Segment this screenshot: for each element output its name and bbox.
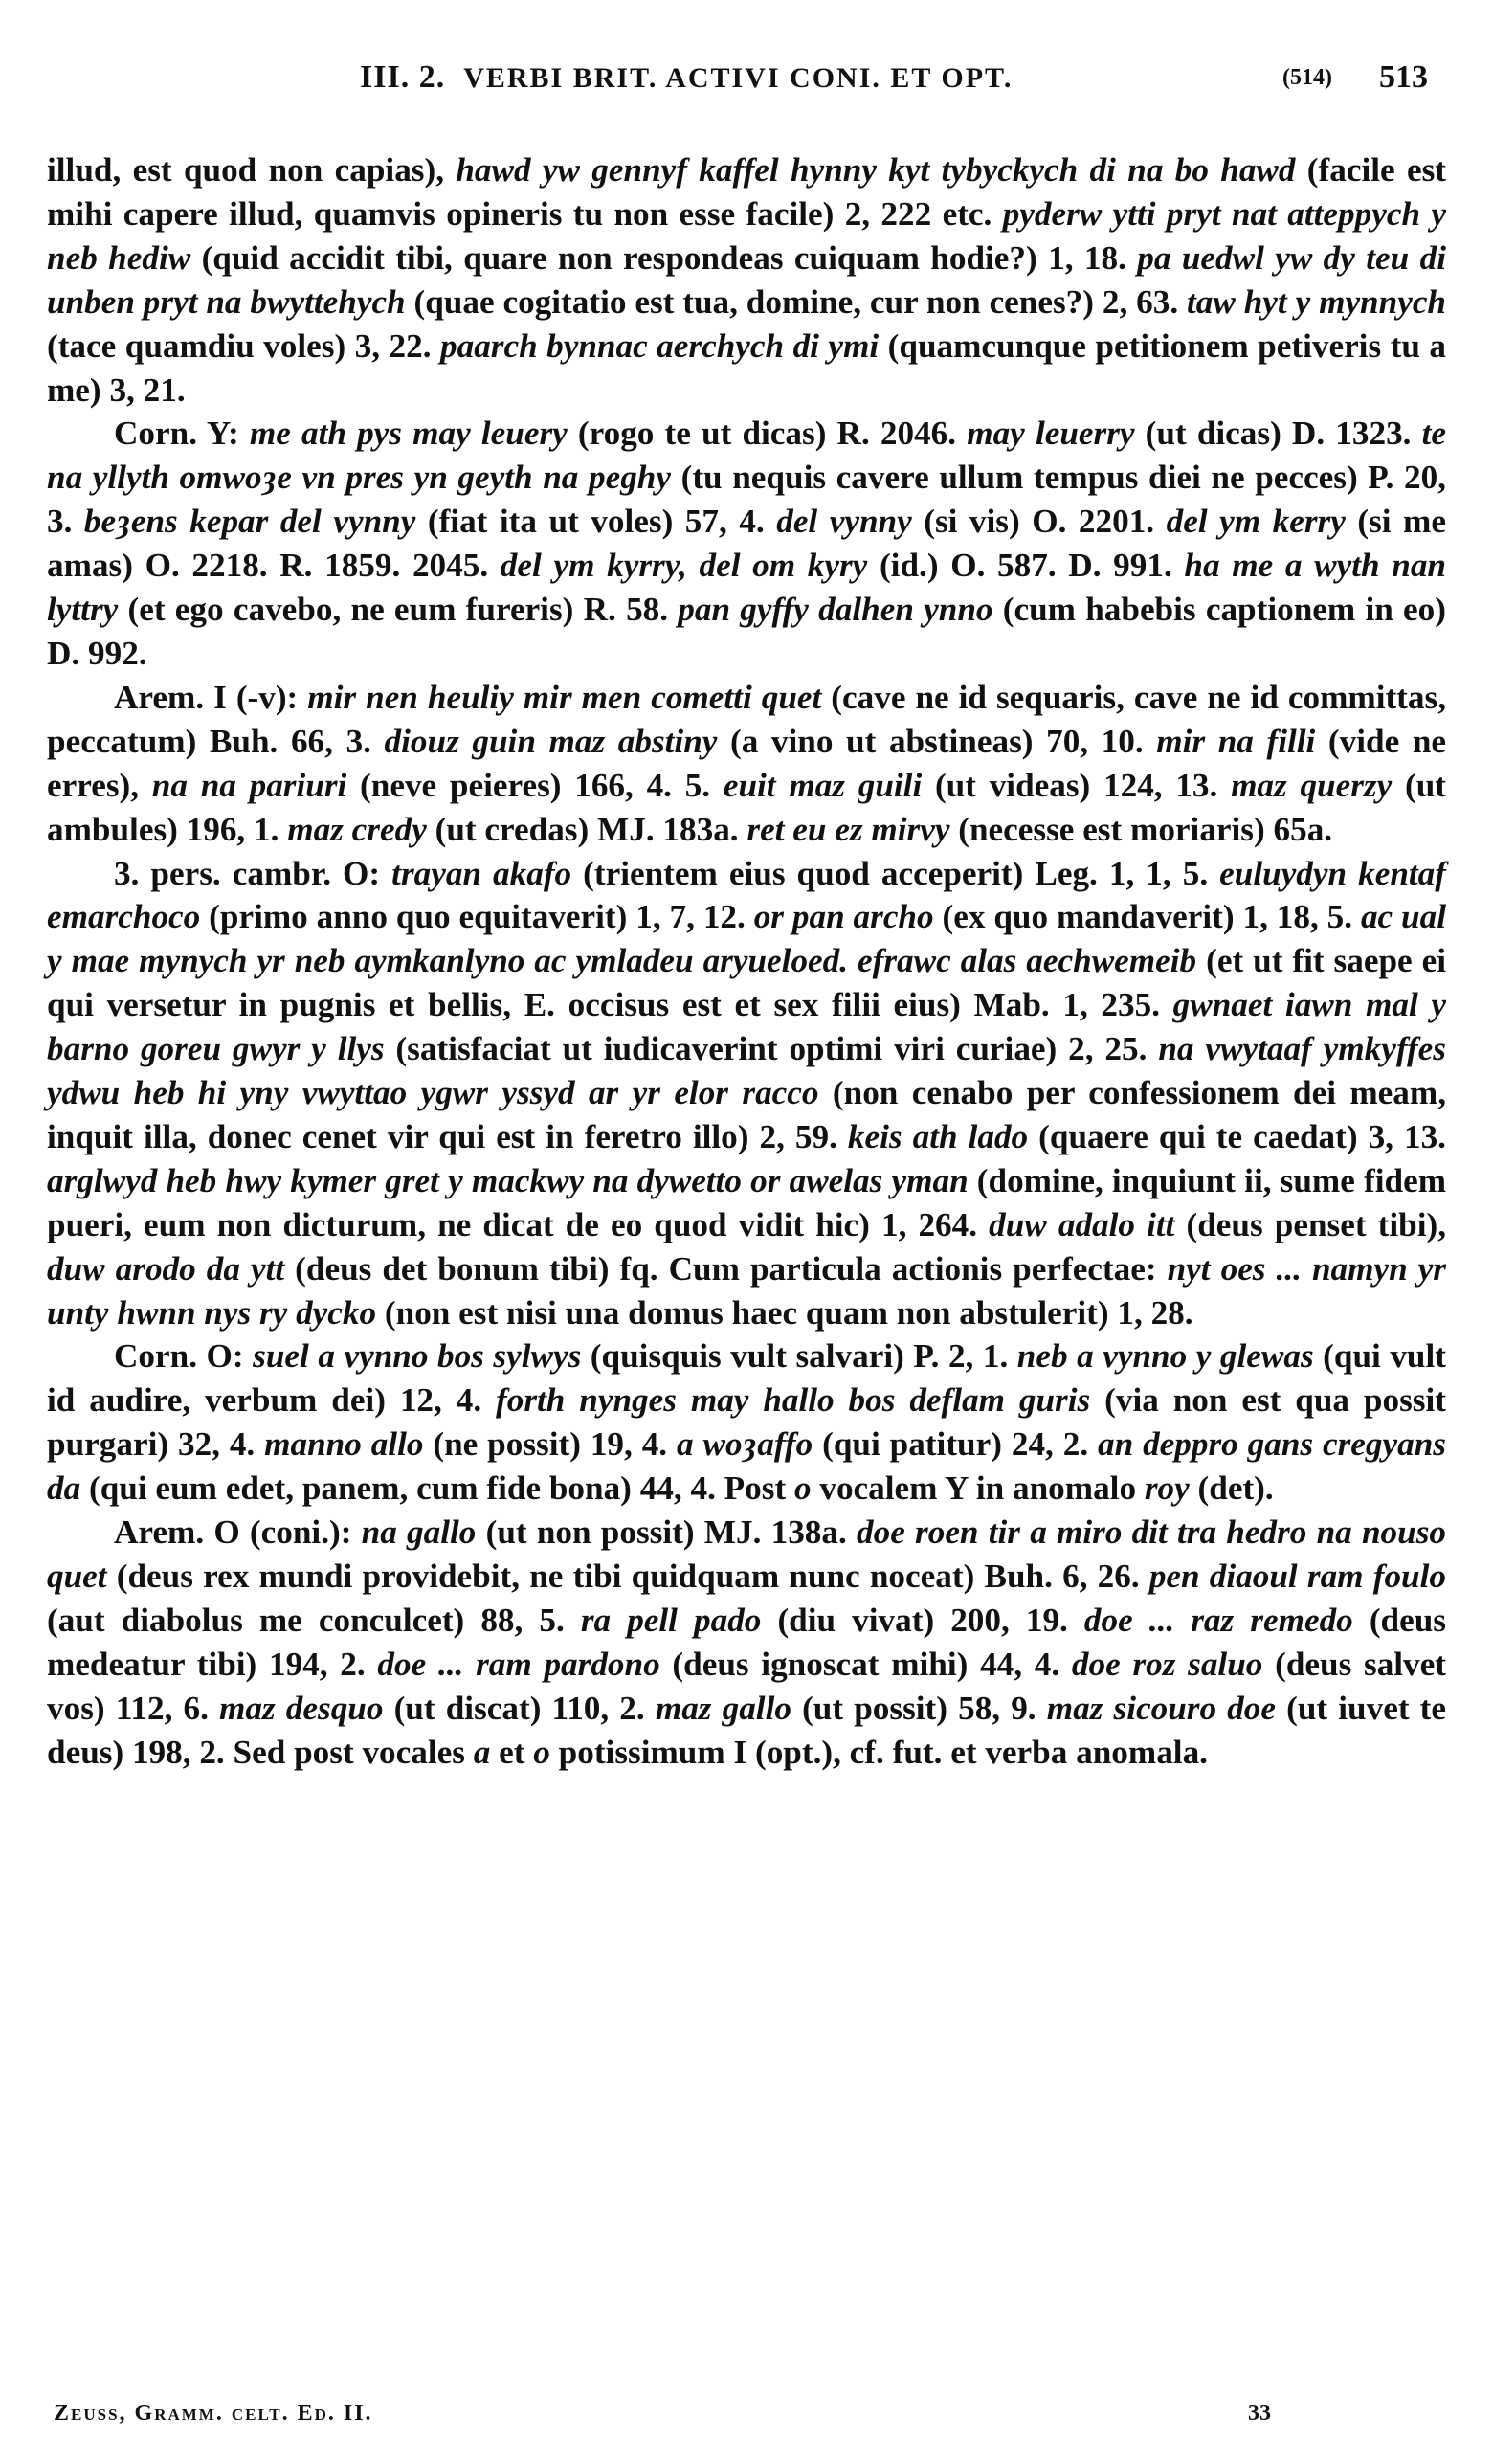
latin-text: (deus det bonum tibi) fq. Cum particula actionis perfectae:: [284, 1249, 1168, 1288]
latin-text: vocalem Y in anomalo: [811, 1469, 1145, 1508]
celtic-example: manno allo: [264, 1425, 424, 1464]
latin-text: (ne possit) 19, 4.: [423, 1425, 677, 1464]
latin-text: Corn. Y:: [114, 414, 250, 453]
header-bracket-page: (514): [1282, 65, 1332, 90]
latin-text: (qui vult id audire, verbum dei) 12, 4.: [47, 1337, 1446, 1420]
celtic-example: na gallo: [361, 1513, 477, 1552]
latin-text: (et ut fit saepe ei qui versetur in pugnis et bellis, E. occisus est et sex filii eius) Mab. 1, 235.: [47, 942, 1446, 1024]
latin-text: (satisfaciat ut iudicaverint optimi viri curiae) 2, 25.: [384, 1030, 1159, 1068]
celtic-example: duw adalo itt: [989, 1205, 1175, 1243]
running-header: [54, 59, 1441, 113]
celtic-example: hawd yw gennyf kaffel hynny kyt tybyckych di na bo hawd: [456, 151, 1296, 189]
celtic-example: te na yllyth omwoȝe vn pres yn geyth na peghy: [47, 414, 1447, 497]
celtic-example: del vynny: [776, 503, 912, 541]
celtic-example: forth nynges may hallo bos deflam guris: [496, 1381, 1091, 1420]
latin-text: (via non est qua possit purgari) 32, 4.: [47, 1381, 1446, 1464]
celtic-example: doe roen tir a miro dit tra hedro na nouso quet: [47, 1513, 1447, 1595]
celtic-example: an deppro gans cregyans da: [47, 1425, 1446, 1508]
latin-text: (vide ne erres),: [47, 722, 1447, 804]
latin-text: (ex quo mandaverit) 1, 18, 5.: [933, 898, 1361, 936]
latin-text: (neve peieres) 166, 4. 5.: [346, 766, 724, 804]
latin-text: (ut iuvet te deus) 198, 2. Sed post vocales: [47, 1689, 1446, 1771]
latin-text: (facile est mihi capere illud, quamvis opineris tu non esse facile) 2, 222 etc.: [47, 151, 1446, 233]
latin-text: (cum habebis captionem in eo) D. 992.: [47, 591, 1446, 672]
latin-text: (domine, inquiunt ii, sume fidem pueri, eum non dicturum, ne dicat de eo quod vidit hic) 1, 264.: [47, 1161, 1446, 1243]
celtic-example: euluydyn kentaf emarchoco: [47, 854, 1446, 936]
latin-text: (diu vivat) 200, 19.: [761, 1601, 1084, 1639]
celtic-example: pyderw ytti pryt nat atteppych y neb hediw: [47, 194, 1446, 277]
celtic-example: nyt oes ... namyn yr unty hwnn nys ry dycko: [47, 1249, 1447, 1332]
latin-text: (quisquis vult salvari) P. 2, 1.: [581, 1337, 1017, 1376]
latin-text: (cave ne id sequaris, cave ne id committas, peccatum) Buh. 66, 3.: [47, 678, 1446, 760]
latin-text: illud, est quod non capias),: [47, 151, 457, 189]
latin-text: (deus medeatur tibi) 194, 2.: [47, 1601, 1446, 1683]
celtic-example: ha me a wyth nan lyttry: [47, 547, 1446, 629]
celtic-example: a woȝaffo: [676, 1425, 813, 1464]
latin-text: (deus rex mundi providebit, ne tibi quidquam nunc noceat) Buh. 6, 26.: [106, 1557, 1149, 1595]
celtic-example: roy: [1144, 1469, 1190, 1508]
celtic-example: ac ual y mae mynych yr neb aymkanlyno ac ymladeu aryueloed. efrawc alas aechwemeib: [47, 898, 1446, 980]
paragraph: [47, 148, 1446, 412]
latin-text: (quamcunque petitionem petiveris tu a me) 3, 21.: [47, 326, 1446, 409]
celtic-example: maz querzy: [1231, 766, 1393, 804]
celtic-example: may leuerry: [967, 414, 1135, 453]
celtic-example: mir nen heuliy mir men cometti quet: [307, 678, 822, 716]
celtic-example: maz gallo: [655, 1689, 791, 1727]
paragraph: [47, 676, 1446, 852]
celtic-example: o: [793, 1469, 812, 1508]
celtic-example: na vwytaaf ymkyffes ydwu heb hi yny vwyttao ygwr yssyd ar yr elor racco: [47, 1030, 1446, 1112]
celtic-example: beȝens kepar del vynny: [83, 503, 416, 541]
celtic-example: arglwyd heb hwy kymer gret y mackwy na dywetto or awelas yman: [47, 1161, 969, 1199]
celtic-example: maz sicouro doe: [1046, 1689, 1276, 1727]
celtic-example: neb a vynno y glewas: [1016, 1337, 1314, 1376]
celtic-example: euit maz guili: [723, 766, 923, 804]
celtic-example: maz credy: [287, 810, 427, 848]
celtic-example: del ym kerry: [1166, 503, 1346, 541]
latin-text: (tace quamdiu voles) 3, 22.: [47, 326, 440, 365]
latin-text: (deus salvet vos) 112, 6.: [47, 1645, 1446, 1727]
latin-text: (rogo te ut dicas) R. 2046.: [567, 414, 968, 453]
latin-text: (tu nequis cavere ullum tempus diei ne pecces) P. 20, 3.: [47, 459, 1446, 541]
page-footer: [54, 2401, 1441, 2435]
celtic-example: na na pariuri: [151, 766, 347, 804]
celtic-example: or pan archo: [753, 898, 934, 936]
latin-text: (quaere qui te caedat) 3, 13.: [1028, 1117, 1446, 1155]
latin-text: (quid accidit tibi, quare non respondeas cuiquam hodie?) 1, 18.: [190, 238, 1138, 277]
latin-text: (et ego cavebo, ne eum fureris) R. 58.: [118, 591, 679, 629]
celtic-example: mir na filli: [1156, 722, 1316, 760]
latin-text: (ut ambules) 196, 1.: [47, 766, 1446, 848]
latin-text: Arem. I (-v):: [114, 678, 308, 716]
latin-text: (trientem eius quod acceperit) Leg. 1, 1, 5.: [571, 854, 1220, 892]
celtic-example: ret eu ez mirvy: [746, 810, 950, 848]
celtic-example: ra pell pado: [580, 1601, 762, 1639]
header-title: [360, 59, 1013, 96]
celtic-example: duw arodo da ytt: [47, 1249, 285, 1288]
celtic-example: suel a vynno bos sylwys: [253, 1337, 582, 1376]
celtic-example: keis ath lado: [847, 1117, 1029, 1155]
latin-text: (ut possit) 58, 9.: [791, 1689, 1047, 1727]
header-caption: VERBI BRIT. ACTIVI CONI. ET OPT.: [463, 62, 1014, 94]
celtic-example: doe roz saluo: [1071, 1645, 1263, 1683]
latin-text: (deus penset tibi),: [1174, 1205, 1446, 1243]
paragraph: [47, 1511, 1446, 1774]
celtic-example: pa uedwl yw dy teu di unben pryt na bwyttehych: [47, 238, 1446, 321]
celtic-example: del ym kyrry, del om kyry: [500, 547, 868, 585]
celtic-example: trayan akafo: [391, 854, 572, 892]
header-section: III. 2.: [360, 59, 446, 95]
latin-text: (deus ignoscat mihi) 44, 4.: [659, 1645, 1072, 1683]
celtic-example: me ath pys may leuery: [249, 414, 568, 453]
printer-signature: Zeuss, Gramm. celt. Ed. II.: [54, 2401, 373, 2426]
celtic-example: gwnaet iawn mal y barno goreu gwyr y llys: [47, 986, 1446, 1068]
sheet-number: 33: [1248, 2401, 1271, 2426]
latin-text: (aut diabolus me conculcet) 88, 5.: [47, 1601, 581, 1639]
paragraph: [47, 412, 1446, 675]
latin-text: (ut credas) MJ. 183a.: [426, 810, 747, 848]
celtic-example: doe ... raz remedo: [1083, 1601, 1353, 1639]
paragraph: [47, 852, 1446, 1335]
latin-text: (qui patitur) 24, 2.: [813, 1425, 1099, 1464]
latin-text: (non est nisi una domus haec quam non abstulerit) 1, 28.: [376, 1293, 1193, 1332]
celtic-example: pen diaoul ram foulo: [1148, 1557, 1446, 1595]
paragraph: [47, 1334, 1446, 1511]
latin-text: Corn. O:: [114, 1337, 254, 1376]
latin-text: (si me amas) O. 2218. R. 1859. 2045.: [47, 503, 1446, 585]
latin-text: potissimum I (opt.), cf. fut. et verba anomala.: [549, 1733, 1208, 1771]
latin-text: (det).: [1189, 1469, 1274, 1508]
latin-text: Arem. O (coni.):: [114, 1513, 362, 1552]
latin-text: (primo anno quo equitaverit) 1, 7, 12.: [200, 898, 754, 936]
celtic-example: pan gyffy dalhen ynno: [678, 591, 993, 629]
latin-text: et: [490, 1733, 534, 1771]
celtic-example: maz desquo: [219, 1689, 384, 1727]
latin-text: (fiat ita ut voles) 57, 4.: [415, 503, 777, 541]
latin-text: (quae cogitatio est tua, domine, cur non cenes?) 2, 63.: [405, 282, 1188, 321]
latin-text: (ut dicas) D. 1323.: [1134, 414, 1422, 453]
celtic-example: diouz guin maz abstiny: [384, 722, 718, 760]
celtic-example: paarch bynnac aerchych di ymi: [440, 326, 880, 365]
latin-text: (ut videas) 124, 13.: [922, 766, 1232, 804]
celtic-example: doe ... ram pardono: [377, 1645, 660, 1683]
latin-text: (id.) O. 587. D. 991.: [867, 547, 1185, 585]
celtic-example: taw hyt y mynnych: [1187, 282, 1447, 321]
latin-text: 3. pers. cambr. O:: [114, 854, 392, 892]
text-body: [47, 148, 1446, 1775]
latin-text: (a vino ut abstineas) 70, 10.: [717, 722, 1157, 760]
latin-text: (ut discat) 110, 2.: [383, 1689, 656, 1727]
latin-text: (qui eum edet, panem, cum fide bona) 44, 4. Post: [80, 1469, 794, 1508]
latin-text: (non cenabo per confessionem dei meam, inquit illa, donec cenet vir qui est in feretro illo) 2, 59.: [47, 1074, 1446, 1155]
latin-text: (ut non possit) MJ. 138a.: [476, 1513, 857, 1552]
page-number: 513: [1379, 59, 1428, 95]
latin-text: (si vis) O. 2201.: [911, 503, 1167, 541]
celtic-example: o: [533, 1733, 550, 1771]
latin-text: (necesse est moriaris) 65a.: [949, 810, 1333, 848]
celtic-example: a: [473, 1733, 491, 1771]
